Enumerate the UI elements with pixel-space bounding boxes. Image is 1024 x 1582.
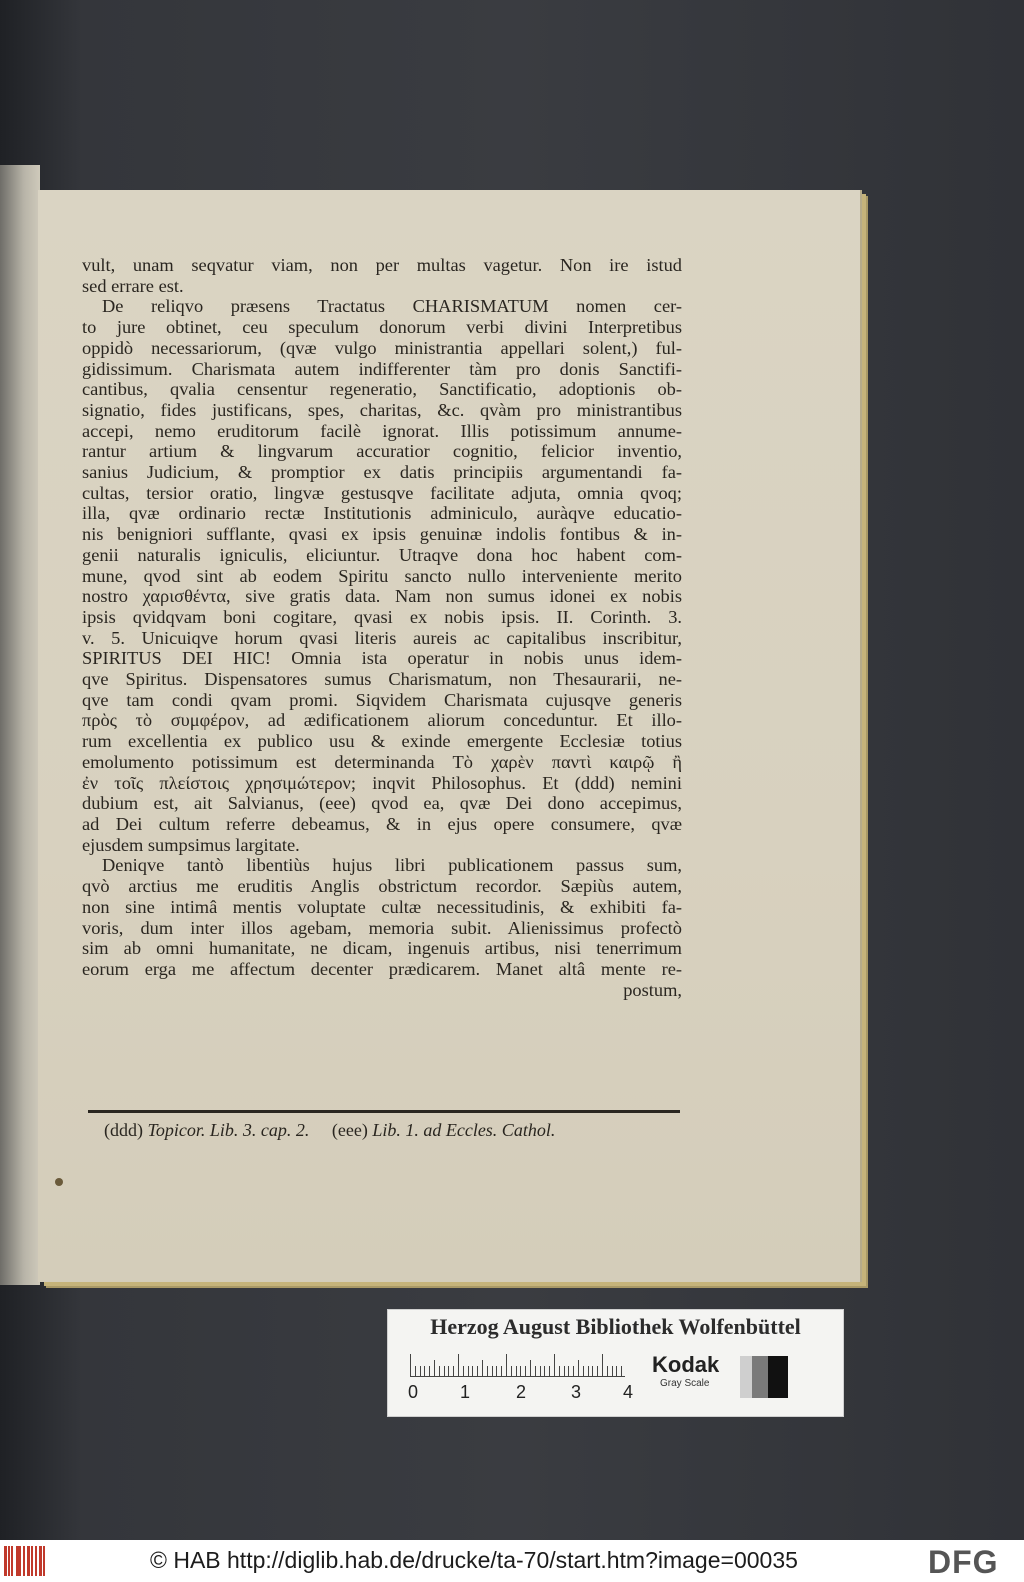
page-edge-shadow bbox=[0, 165, 40, 1285]
ruler-tick bbox=[477, 1366, 478, 1376]
ruler-tick bbox=[578, 1360, 579, 1376]
text-line: to jure obtinet, ceu speculum donorum verbi divini Interpretibus bbox=[82, 317, 682, 338]
ruler-tick bbox=[525, 1366, 526, 1376]
text-line: voris, dum inter illos agebam, memoria subit. Alienissimus profectò bbox=[82, 917, 682, 938]
ruler-tick bbox=[597, 1366, 598, 1376]
ruler-tick bbox=[516, 1366, 517, 1376]
ruler-tick bbox=[559, 1366, 560, 1376]
ruler-tick bbox=[444, 1366, 445, 1376]
ruler-tick bbox=[602, 1354, 603, 1376]
ruler-tick bbox=[496, 1366, 497, 1376]
footnote-rule bbox=[88, 1110, 680, 1113]
text-line: ἐν τοῖς πλείστοις χρησιμώτερον; inqvit Philosophus. Et (ddd) nemini bbox=[82, 772, 682, 793]
footnote-ref-ddd: Topicor. Lib. 3. cap. 2. bbox=[147, 1120, 310, 1140]
ruler-number-0: 0 bbox=[408, 1382, 419, 1402]
ruler-tick bbox=[472, 1366, 473, 1376]
ruler-tick bbox=[415, 1366, 416, 1376]
ruler-tick bbox=[492, 1366, 493, 1376]
barcode-stripe bbox=[19, 1546, 21, 1576]
ruler-tick bbox=[549, 1366, 550, 1376]
barcode-stripe bbox=[35, 1546, 37, 1576]
text-line: sanius Judicium, & promptior ex datis principiis argumentandi fa- bbox=[82, 462, 682, 483]
text-line: vult, unam seqvatur viam, non per multas vagetur. Non ire istud bbox=[82, 255, 682, 275]
gray-swatch-light bbox=[740, 1356, 752, 1398]
barcode-stripe bbox=[23, 1546, 25, 1576]
ruler-tick bbox=[520, 1366, 521, 1376]
text-line: illa, qvæ ordinario rectæ Institutionis adminiculo, auràqve educatio- bbox=[82, 503, 682, 524]
ruler-tick bbox=[588, 1366, 589, 1376]
barcode-stripe bbox=[4, 1546, 7, 1576]
text-line: SPIRITUS DEI HIC! Omnia ista operatur in nobis unus idem- bbox=[82, 648, 682, 669]
text-line: v. 5. Unicuiqve horum qvasi literis aureis ac capitalibus inscribitur, bbox=[82, 627, 682, 648]
ruler-tick bbox=[506, 1354, 507, 1376]
kodak-logo: Kodak bbox=[652, 1352, 720, 1377]
text-line: non sine intimâ mentis voluptate cultæ necessitudinis, & exhibiti fa- bbox=[82, 896, 682, 917]
ruler-number-3: 3 bbox=[571, 1382, 582, 1402]
ruler-tick bbox=[621, 1366, 622, 1376]
text-line: De reliqvo præsens Tractatus CHARISMATUM nomen cer- bbox=[102, 296, 682, 317]
text-line: oppidò necessariorum, (qvæ vulgo ministrantia appellari solent,) ful- bbox=[82, 337, 682, 358]
text-line: eorum erga me affectum decenter prædicarem. Manet altâ mente re- bbox=[82, 958, 682, 979]
ruler-tick bbox=[468, 1366, 469, 1376]
ruler-tick bbox=[540, 1366, 541, 1376]
text-line: ad Dei cultum referre debeamus, & in ejus opere consumere, qvæ bbox=[82, 813, 682, 834]
ruler-tick bbox=[463, 1366, 464, 1376]
page-text bbox=[82, 255, 682, 1000]
footnote-ref-eee: Lib. 1. ad Eccles. Cathol. bbox=[372, 1120, 556, 1140]
barcode-stripe bbox=[43, 1546, 45, 1576]
footnote-label-eee: (eee) bbox=[331, 1120, 368, 1140]
ruler-tick bbox=[564, 1366, 565, 1376]
ruler-tick bbox=[573, 1366, 574, 1376]
gray-swatch-mid bbox=[752, 1356, 768, 1398]
copyright-link[interactable]: © HAB http://diglib.hab.de/drucke/ta-70/start.htm?image=00035 bbox=[150, 1547, 798, 1573]
text-line: nostro χαρισθέντα, sive gratis data. Nam non sumus idonei ex nobis bbox=[82, 586, 682, 607]
ruler-tick bbox=[607, 1366, 608, 1376]
text-line: genii naturalis igniculis, eliciuntur. Utraqve dona hoc habent com- bbox=[82, 544, 682, 565]
barcode-stripe bbox=[39, 1546, 42, 1576]
ruler-tick bbox=[544, 1366, 545, 1376]
text-line: emolumento potissimum est determinanda Τὸ χαρὲν παντὶ καιρῷ ἢ bbox=[82, 751, 682, 772]
ruler-tick bbox=[424, 1366, 425, 1376]
scale-ruler bbox=[410, 1354, 625, 1377]
ruler-tick bbox=[568, 1366, 569, 1376]
text-line: signatio, fides justificans, spes, charitas, &c. qvàm pro ministrantibus bbox=[82, 399, 682, 420]
text-line: Deniqve tantò libentiùs hujus libri publicationem passus sum, bbox=[102, 855, 682, 876]
ruler-tick bbox=[592, 1366, 593, 1376]
text-line: qve Spiritus. Dispensatores sumus Charismatum, non Thesaurarii, ne- bbox=[82, 669, 682, 690]
footer-bar bbox=[0, 1540, 1024, 1582]
ruler-tick bbox=[530, 1360, 531, 1376]
dfg-logo: DFG bbox=[928, 1544, 999, 1580]
gray-swatch-dark bbox=[768, 1356, 788, 1398]
ruler-tick bbox=[453, 1366, 454, 1376]
footnote bbox=[104, 1120, 664, 1141]
text-line: sim ab omni humanitate, ne dicam, ingenuis artibus, nisi tenerrimum bbox=[82, 938, 682, 959]
ruler-tick bbox=[458, 1354, 459, 1376]
text-line: πρὸς τὸ συμφέρον, ad ædificationem aliorum conceduntur. Et illo- bbox=[82, 710, 682, 731]
ruler-tick bbox=[535, 1366, 536, 1376]
ruler-tick bbox=[501, 1366, 502, 1376]
barcode-stripe bbox=[8, 1546, 10, 1576]
text-line: ejusdem sumpsimus largitate. bbox=[82, 834, 300, 855]
text-line: ipsis qvidqvam boni cogitare, qvasi ex nobis ipsis. II. Corinth. 3. bbox=[82, 606, 682, 627]
text-line: qvò arctius me eruditis Anglis obstrictum recordor. Sæpiùs autem, bbox=[82, 876, 682, 897]
text-line: dubium est, ait Salvianus, (eee) qvod ea, qvæ Dei dono accepimus, bbox=[82, 793, 682, 814]
ruler-number-4: 4 bbox=[623, 1382, 634, 1402]
ruler-tick bbox=[487, 1366, 488, 1376]
text-line: gidissimum. Charismata autem indifferenter tàm pro donis Sanctifi- bbox=[82, 358, 682, 379]
ruler-tick bbox=[616, 1366, 617, 1376]
barcode-stripe bbox=[27, 1546, 30, 1576]
text-line: rum excellentia ex publico usu & exinde emergente Ecclesiæ totius bbox=[82, 731, 682, 752]
ruler-tick bbox=[420, 1366, 421, 1376]
ruler-tick bbox=[448, 1366, 449, 1376]
text-line: qve tam condi qvam promi. Siqvidem Charismata cujusqve generis bbox=[82, 689, 682, 710]
ruler-tick bbox=[482, 1360, 483, 1376]
barcode-icon bbox=[4, 1546, 48, 1576]
ruler-tick bbox=[410, 1354, 411, 1376]
ruler-tick bbox=[612, 1366, 613, 1376]
text-line: rantur artium & lingvarum accuratior cognitio, felicior inventio, bbox=[82, 441, 682, 462]
text-line: cultas, tersior oratio, lingvæ gestusqve facilitate adjuta, omnia qvoq; bbox=[82, 482, 682, 503]
text-line: cantibus, qvalia censentur regeneratio, Sanctificatio, adoptionis ob- bbox=[82, 379, 682, 400]
library-name: Herzog August Bibliothek Wolfenbüttel bbox=[430, 1314, 801, 1339]
text-line: mune, qvod sint ab eodem Spiritu sancto nullo interveniente merito bbox=[82, 565, 682, 586]
ruler-tick bbox=[554, 1354, 555, 1376]
text-line: accepi, nemo eruditorum facilè ignorat. Illis potissimum annume- bbox=[82, 420, 682, 441]
barcode-stripe bbox=[11, 1546, 13, 1576]
ruler-tick bbox=[439, 1366, 440, 1376]
text-line: nis benigniori sufflante, qvasi ex ipsis genuinæ indolis fontibus & in- bbox=[82, 524, 682, 545]
footnote-label-ddd: (ddd) bbox=[104, 1120, 143, 1140]
text-line: sed errare est. bbox=[82, 275, 184, 296]
ruler-number-2: 2 bbox=[516, 1382, 527, 1402]
catchword: postum, bbox=[623, 979, 682, 1000]
paper-stain bbox=[55, 1178, 63, 1186]
color-card bbox=[388, 1310, 843, 1416]
gray-scale-label: Gray Scale bbox=[660, 1378, 710, 1389]
ruler-tick bbox=[511, 1366, 512, 1376]
barcode-stripe bbox=[31, 1546, 33, 1576]
ruler-tick bbox=[429, 1366, 430, 1376]
ruler-tick bbox=[583, 1366, 584, 1376]
ruler-number-1: 1 bbox=[460, 1382, 471, 1402]
ruler-tick bbox=[434, 1360, 435, 1376]
